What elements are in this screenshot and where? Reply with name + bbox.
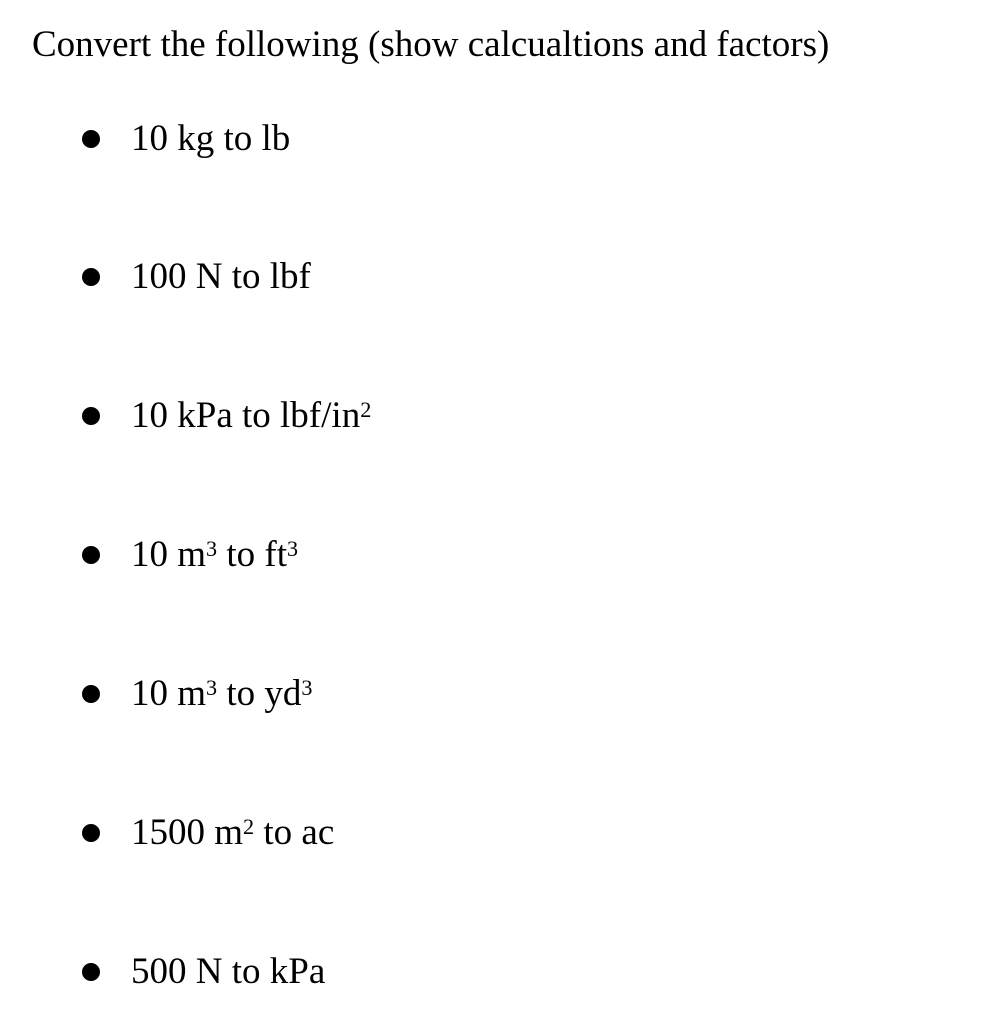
bullet-icon <box>82 963 100 981</box>
item-text-part: 1500 m <box>131 812 244 853</box>
list-item-text <box>131 949 325 995</box>
superscript: 3 <box>287 536 299 562</box>
superscript: 3 <box>206 536 218 562</box>
item-text-part: to ft <box>217 534 288 575</box>
item-text-part: to yd <box>217 673 302 714</box>
superscript: 3 <box>301 675 313 701</box>
list-item-text <box>131 393 371 439</box>
item-text-part: 10 m <box>131 673 207 714</box>
item-text-part: to ac <box>254 812 335 853</box>
item-text-part: 500 N to kPa <box>131 951 326 992</box>
item-text-part: 10 kg to lb <box>131 118 291 159</box>
bullet-icon <box>82 130 100 148</box>
list-item-text <box>131 810 334 856</box>
superscript: 2 <box>360 397 372 423</box>
superscript: 3 <box>206 675 218 701</box>
list-item-text <box>131 532 298 578</box>
bullet-icon <box>82 546 100 564</box>
list-item-text <box>131 671 313 717</box>
page-title: Convert the following (show calcualtions and factors) <box>32 24 830 65</box>
item-text-part: 10 m <box>131 534 207 575</box>
superscript: 2 <box>243 814 255 840</box>
list-item-text <box>131 254 311 300</box>
item-text-part: 10 kPa to lbf/in <box>131 395 361 436</box>
bullet-icon <box>82 685 100 703</box>
item-text-part: 100 N to lbf <box>131 256 311 297</box>
bullet-icon <box>82 407 100 425</box>
bullet-icon <box>82 268 100 286</box>
list-item-text <box>131 116 290 162</box>
bullet-icon <box>82 824 100 842</box>
